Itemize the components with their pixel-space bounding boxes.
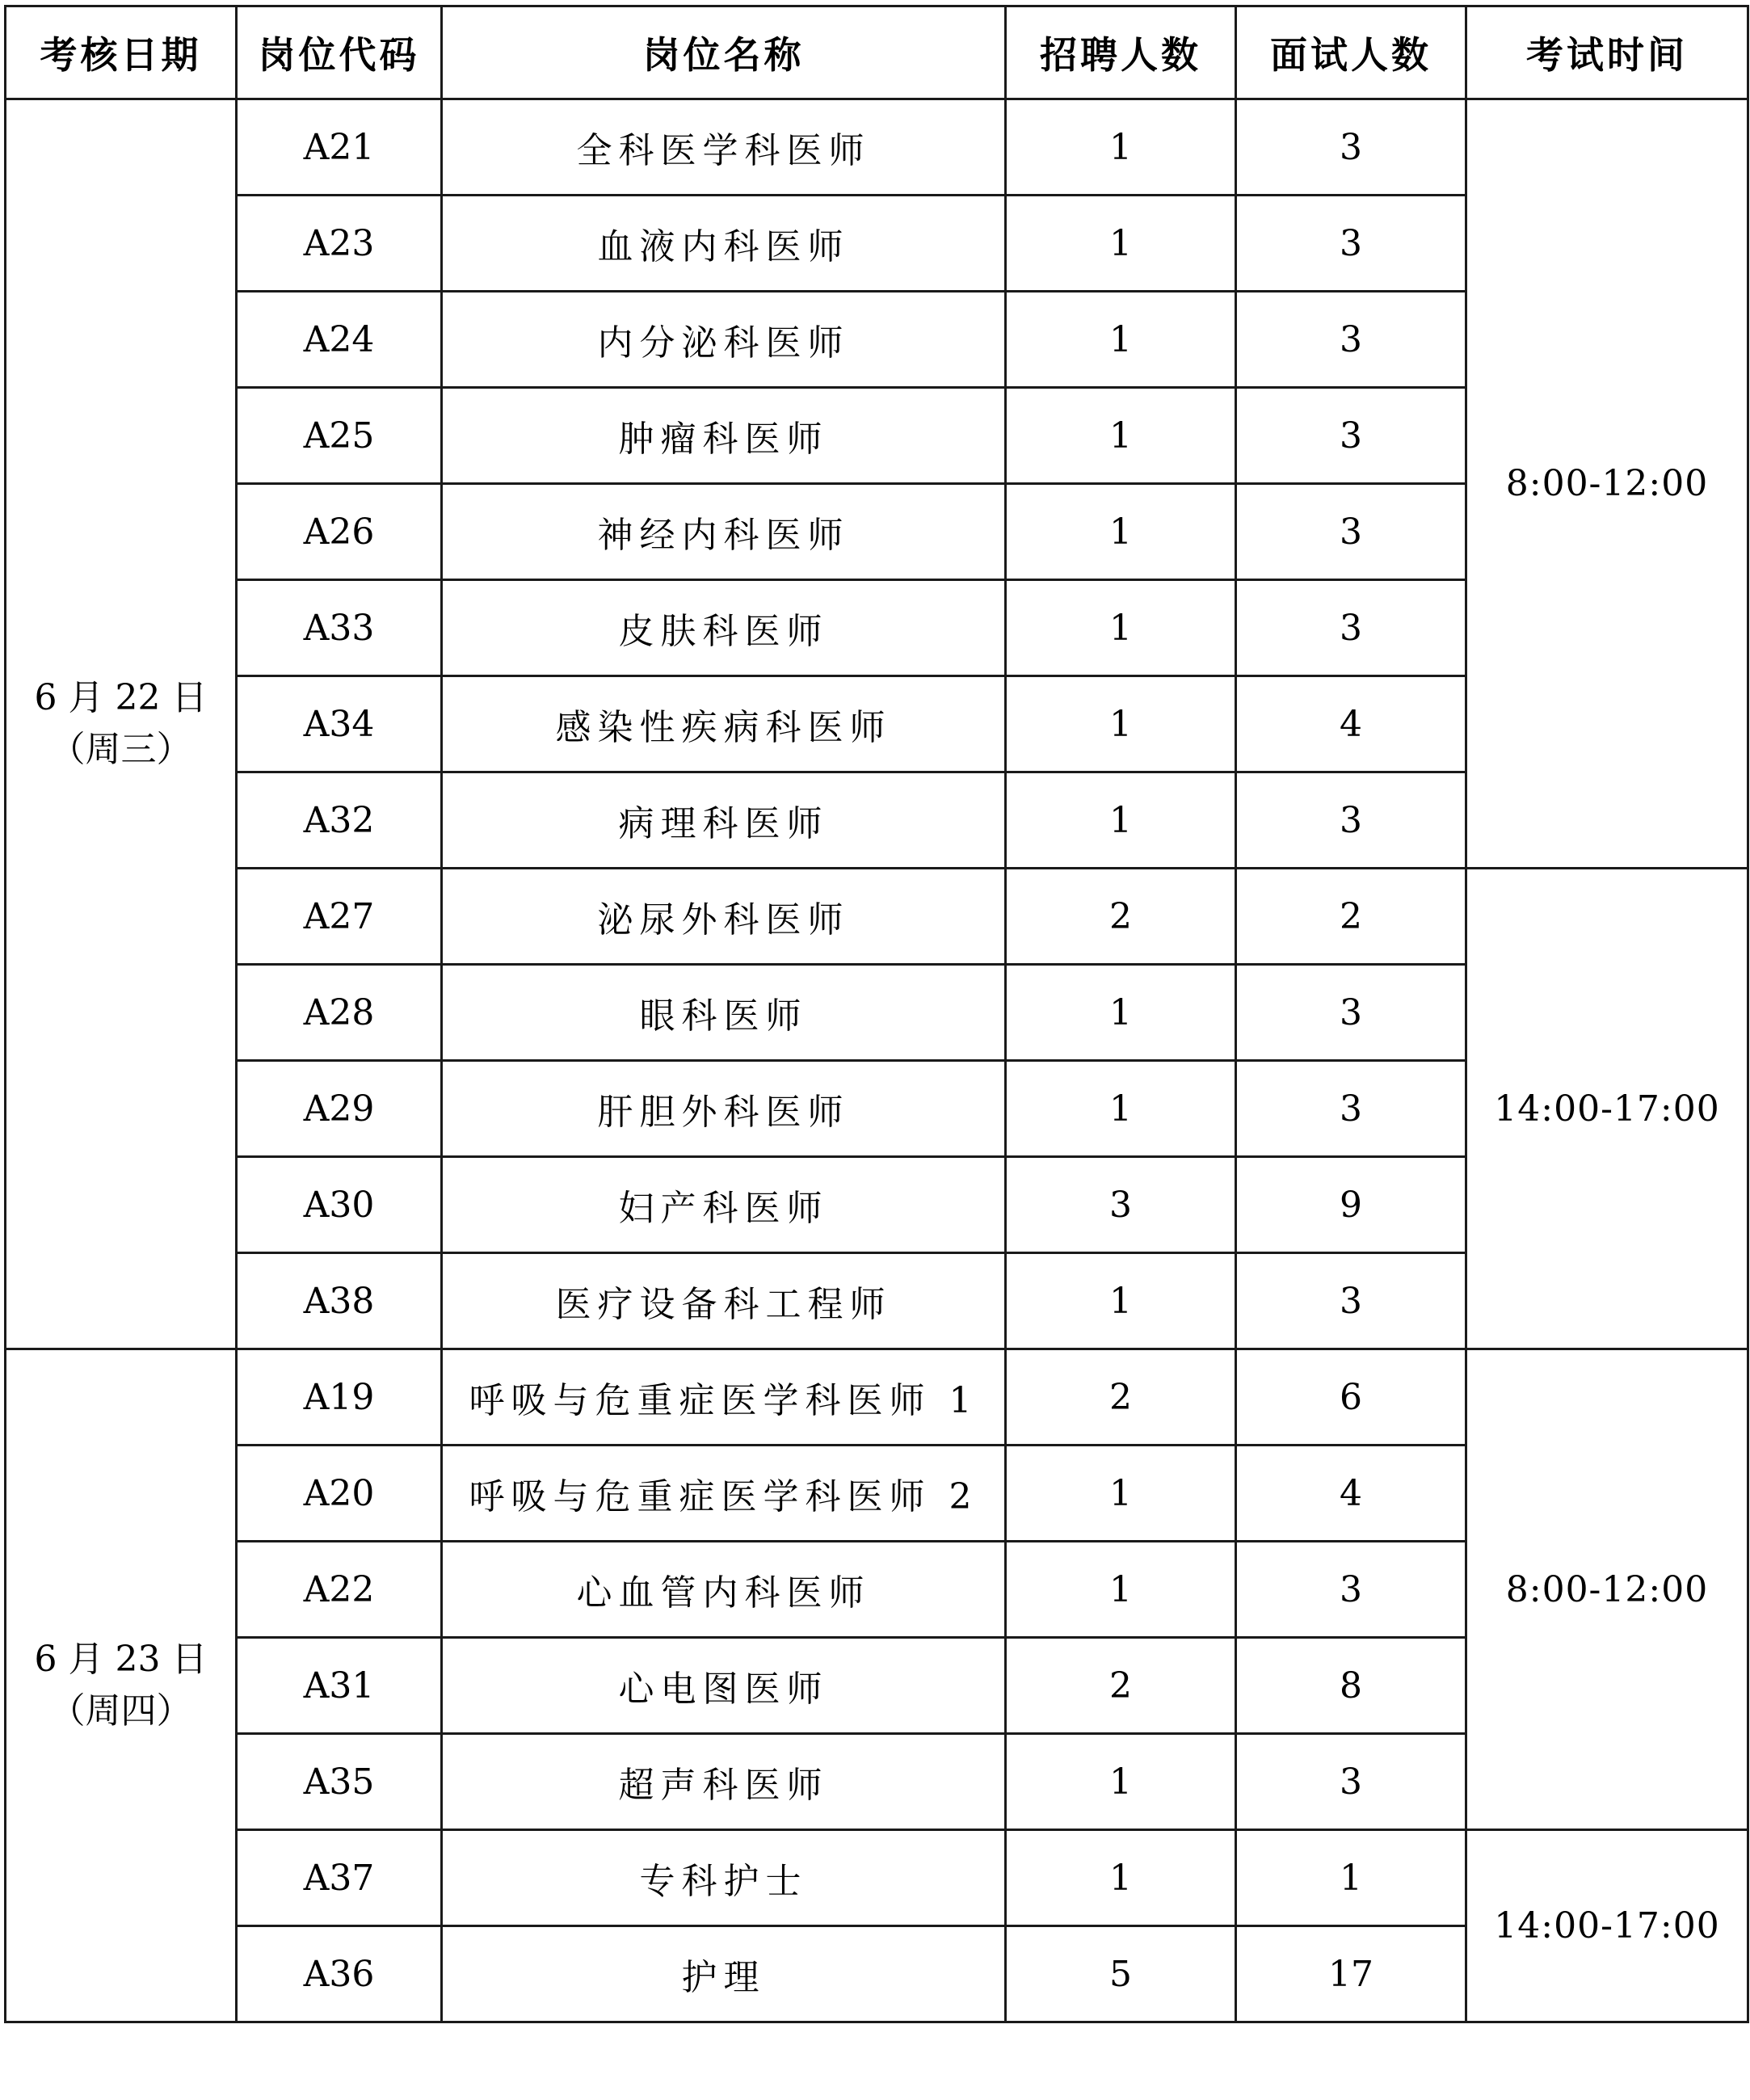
- interviewee-count: 2: [1236, 869, 1466, 965]
- position-code: A38: [237, 1253, 442, 1349]
- weekday-label: （周四）: [49, 1690, 192, 1732]
- interviewee-count: 3: [1236, 772, 1466, 869]
- position-name: 妇产科医师: [442, 1157, 1006, 1253]
- header-position-code: 岗位代码: [237, 6, 442, 99]
- header-exam-time: 考试时间: [1466, 6, 1748, 99]
- table-row: [6, 869, 1748, 965]
- hires-count: 1: [1006, 676, 1236, 772]
- position-name: 肝胆外科医师: [442, 1061, 1006, 1157]
- exam-time-slot: 14:00-17:00: [1466, 869, 1748, 1349]
- position-name: 专科护士: [442, 1830, 1006, 1926]
- hires-count: 1: [1006, 1734, 1236, 1830]
- interviewee-count: 3: [1236, 1734, 1466, 1830]
- interviewee-count: 1: [1236, 1830, 1466, 1926]
- interviewee-count: 3: [1236, 1253, 1466, 1349]
- position-name: 感染性疾病科医师: [442, 676, 1006, 772]
- position-code: A20: [237, 1446, 442, 1542]
- interviewee-count: 3: [1236, 580, 1466, 676]
- position-name: 呼吸与危重症医学科医师 2: [442, 1446, 1006, 1542]
- interviewee-count: 8: [1236, 1638, 1466, 1734]
- exam-time-slot: 8:00-12:00: [1466, 1349, 1748, 1830]
- hires-count: 5: [1006, 1926, 1236, 2022]
- hires-count: 1: [1006, 484, 1236, 580]
- position-code: A27: [237, 869, 442, 965]
- position-name: 全科医学科医师: [442, 99, 1006, 196]
- position-name: 肿瘤科医师: [442, 388, 1006, 484]
- position-code: A32: [237, 772, 442, 869]
- position-name: 心血管内科医师: [442, 1542, 1006, 1638]
- position-code: A24: [237, 292, 442, 388]
- header-row: [6, 6, 1748, 99]
- interviewee-count: 4: [1236, 1446, 1466, 1542]
- hires-count: 2: [1006, 1638, 1236, 1734]
- interviewee-count: 3: [1236, 196, 1466, 292]
- interviewee-count: 17: [1236, 1926, 1466, 2022]
- position-code: A35: [237, 1734, 442, 1830]
- position-name: 血液内科医师: [442, 196, 1006, 292]
- interviewee-count: 4: [1236, 676, 1466, 772]
- table-row: [6, 1349, 1748, 1446]
- date-cell-june-22: [6, 99, 237, 1349]
- interviewee-count: 3: [1236, 292, 1466, 388]
- header-position-name: 岗位名称: [442, 6, 1006, 99]
- exam-time-slot: 8:00-12:00: [1466, 99, 1748, 869]
- hires-count: 1: [1006, 580, 1236, 676]
- hires-count: 1: [1006, 196, 1236, 292]
- position-name: 医疗设备科工程师: [442, 1253, 1006, 1349]
- position-code: A22: [237, 1542, 442, 1638]
- interviewee-count: 9: [1236, 1157, 1466, 1253]
- hires-count: 1: [1006, 965, 1236, 1061]
- position-name: 护理: [442, 1926, 1006, 2022]
- position-name: 病理科医师: [442, 772, 1006, 869]
- position-name: 泌尿外科医师: [442, 869, 1006, 965]
- hires-count: 1: [1006, 772, 1236, 869]
- hires-count: 3: [1006, 1157, 1236, 1253]
- weekday-label: （周三）: [49, 729, 192, 770]
- header-hires: 招聘人数: [1006, 6, 1236, 99]
- position-name: 内分泌科医师: [442, 292, 1006, 388]
- hires-count: 1: [1006, 1542, 1236, 1638]
- date-label: 6 月 23 日: [34, 1639, 208, 1680]
- position-name: 呼吸与危重症医学科医师 1: [442, 1349, 1006, 1446]
- hires-count: 2: [1006, 1349, 1236, 1446]
- position-code: A33: [237, 580, 442, 676]
- position-code: A21: [237, 99, 442, 196]
- hires-count: 1: [1006, 1061, 1236, 1157]
- interviewee-count: 3: [1236, 1542, 1466, 1638]
- interviewee-count: 3: [1236, 388, 1466, 484]
- position-name: 皮肤科医师: [442, 580, 1006, 676]
- header-exam-date: 考核日期: [6, 6, 237, 99]
- hires-count: 2: [1006, 869, 1236, 965]
- position-code: A34: [237, 676, 442, 772]
- position-code: A26: [237, 484, 442, 580]
- interviewee-count: 3: [1236, 484, 1466, 580]
- hires-count: 1: [1006, 292, 1236, 388]
- date-cell-june-23: [6, 1349, 237, 2022]
- hires-count: 1: [1006, 99, 1236, 196]
- exam-schedule-table: [4, 5, 1749, 2023]
- position-code: A31: [237, 1638, 442, 1734]
- hires-count: 1: [1006, 1446, 1236, 1542]
- interviewee-count: 3: [1236, 1061, 1466, 1157]
- position-code: A36: [237, 1926, 442, 2022]
- position-code: A37: [237, 1830, 442, 1926]
- exam-time-slot: 14:00-17:00: [1466, 1830, 1748, 2022]
- table-row: [6, 1830, 1748, 1926]
- interviewee-count: 6: [1236, 1349, 1466, 1446]
- position-code: A29: [237, 1061, 442, 1157]
- interviewee-count: 3: [1236, 99, 1466, 196]
- position-code: A30: [237, 1157, 442, 1253]
- position-code: A19: [237, 1349, 442, 1446]
- interviewee-count: 3: [1236, 965, 1466, 1061]
- hires-count: 1: [1006, 1253, 1236, 1349]
- position-name: 心电图医师: [442, 1638, 1006, 1734]
- table-row: [6, 99, 1748, 196]
- date-label: 6 月 22 日: [34, 677, 208, 718]
- header-interviewees: 面试人数: [1236, 6, 1466, 99]
- position-name: 神经内科医师: [442, 484, 1006, 580]
- hires-count: 1: [1006, 1830, 1236, 1926]
- hires-count: 1: [1006, 388, 1236, 484]
- position-name: 超声科医师: [442, 1734, 1006, 1830]
- position-name: 眼科医师: [442, 965, 1006, 1061]
- position-code: A23: [237, 196, 442, 292]
- position-code: A25: [237, 388, 442, 484]
- position-code: A28: [237, 965, 442, 1061]
